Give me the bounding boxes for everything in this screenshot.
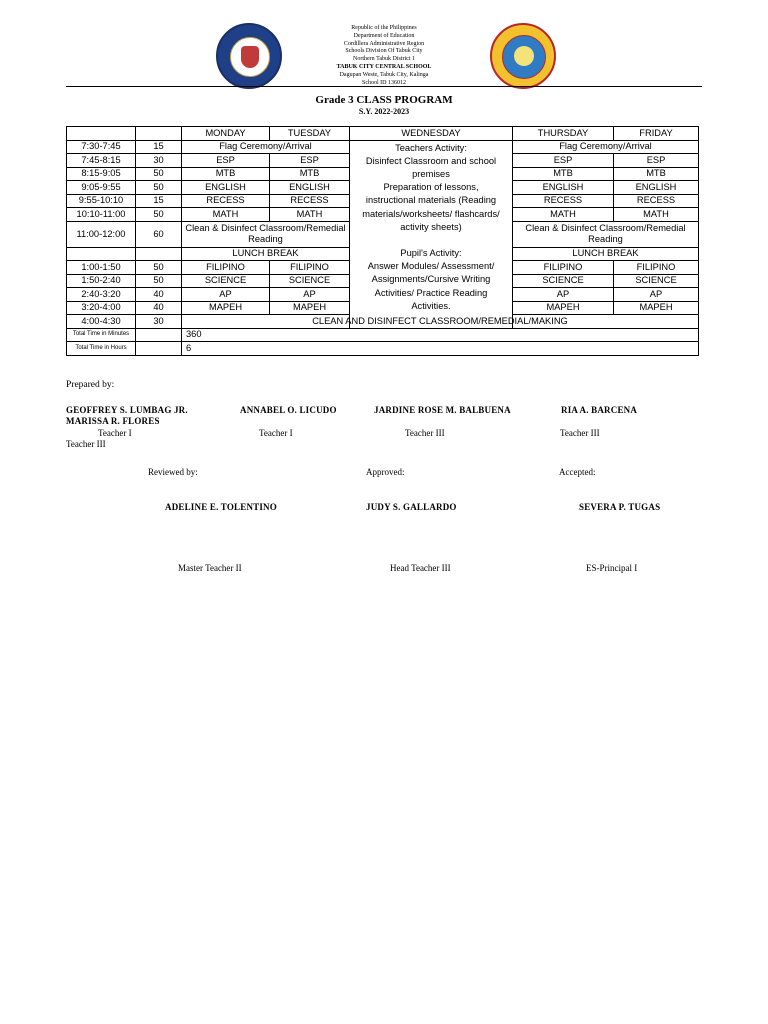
wed-line: Assignments/Cursive Writing — [371, 274, 491, 285]
subject-cell: MAPEH — [614, 301, 699, 315]
letterhead-line: Republic of the Philippines — [351, 25, 417, 31]
wed-line: premises — [412, 168, 450, 179]
wed-line: Activities. — [411, 300, 451, 311]
activity-cell: Clean & Disinfect Classroom/Remedial Reading — [513, 221, 699, 247]
subject-cell: FILIPINO — [270, 261, 350, 275]
table-row — [67, 140, 699, 154]
activity-cell: CLEAN AND DISINFECT CLASSROOM/REMEDIAL/MAKING — [182, 315, 699, 329]
subject-cell: ESP — [513, 154, 614, 168]
wed-line: activity sheets) — [400, 221, 462, 232]
table-row — [67, 315, 699, 329]
subject-cell: FILIPINO — [614, 261, 699, 275]
minutes-cell: 40 — [136, 288, 182, 302]
preparer-name: RIA A. BARCENA — [561, 405, 638, 415]
subject-cell: MATH — [270, 208, 350, 222]
table-row — [67, 328, 699, 342]
approver-position: Head Teacher III — [390, 563, 451, 573]
subject-cell: AP — [614, 288, 699, 302]
table-cell — [67, 127, 136, 141]
wed-line: instructional materials (Reading — [365, 195, 497, 206]
letterhead-line: Northern Tabuk District 1 — [353, 56, 415, 63]
accepted-label: Accepted: — [559, 467, 596, 477]
subject-cell: ENGLISH — [270, 181, 350, 195]
minutes-cell: 30 — [136, 154, 182, 168]
time-cell: 9:55-10:10 — [67, 194, 136, 208]
subject-cell: MATH — [182, 208, 270, 222]
preparer-name: MARISSA R. FLORES — [66, 416, 160, 426]
letterhead-line: Department of Education — [353, 32, 415, 39]
school-year: S.Y. 2022-2023 — [358, 107, 410, 116]
wed-line: materials/worksheets/ flashcards/ — [362, 208, 500, 219]
subject-cell: RECESS — [614, 194, 699, 208]
reviewer-name: ADELINE E. TOLENTINO — [165, 502, 277, 512]
subject-cell: MTB — [614, 167, 699, 181]
lunch-break-cell: LUNCH BREAK — [182, 247, 350, 261]
subject-cell: SCIENCE — [270, 274, 350, 288]
wed-line: Pupil's Activity: — [400, 247, 462, 258]
preparer-position: Teacher III — [405, 428, 445, 438]
subject-cell: MATH — [614, 208, 699, 222]
reviewed-by-label: Reviewed by: — [148, 467, 198, 477]
total-minutes-value: 360 — [182, 328, 699, 342]
subject-cell: MTB — [182, 167, 270, 181]
table-row — [67, 342, 699, 356]
table-cell — [136, 127, 182, 141]
minutes-cell: 15 — [136, 194, 182, 208]
subject-cell: AP — [513, 288, 614, 302]
approved-label: Approved: — [366, 467, 405, 477]
subject-cell: AP — [182, 288, 270, 302]
reviewer-position: Master Teacher II — [178, 563, 242, 573]
minutes-cell: 50 — [136, 181, 182, 195]
acceptor-name: SEVERA P. TUGAS — [579, 502, 661, 512]
lunch-break-cell: LUNCH BREAK — [513, 247, 699, 261]
subject-cell: RECESS — [182, 194, 270, 208]
minutes-cell: 50 — [136, 261, 182, 275]
wed-line — [352, 234, 510, 247]
letterhead-line: Dagupan Weste, Tabuk City, Kalinga — [339, 71, 429, 78]
wed-line: Activities/ Practice Reading — [374, 287, 488, 298]
table-cell — [136, 328, 182, 342]
total-hours-label: Total Time in Hours — [67, 342, 136, 356]
subject-cell: ESP — [270, 154, 350, 168]
minutes-cell: 40 — [136, 301, 182, 315]
subject-cell: SCIENCE — [614, 274, 699, 288]
subject-cell: MTB — [513, 167, 614, 181]
time-cell: 2:40-3:20 — [67, 288, 136, 302]
time-cell — [67, 247, 136, 261]
deped-seal-logo — [216, 23, 282, 89]
time-cell: 7:45-8:15 — [67, 154, 136, 168]
day-header: WEDNESDAY — [350, 127, 513, 141]
total-hours-value: 6 — [182, 342, 699, 356]
subject-cell: ENGLISH — [513, 181, 614, 195]
activity-cell: Flag Ceremony/Arrival — [513, 140, 699, 154]
table-header-row — [67, 127, 699, 141]
total-minutes-label: Total Time in Minutes — [67, 328, 136, 342]
prepared-by-label: Prepared by: — [66, 380, 115, 390]
acceptor-position: ES-Principal I — [586, 563, 638, 573]
wed-line: Teachers Activity: — [395, 142, 467, 153]
letterhead-line: School ID 136012 — [362, 79, 406, 86]
time-cell: 1:50-2:40 — [67, 274, 136, 288]
time-cell: 10:10-11:00 — [67, 208, 136, 222]
class-program-table — [66, 126, 699, 356]
page-title: Grade 3 CLASS PROGRAM — [315, 94, 453, 106]
minutes-cell: 60 — [136, 221, 182, 247]
preparer-position: Teacher III — [560, 428, 600, 438]
subject-cell: ENGLISH — [614, 181, 699, 195]
subject-cell: SCIENCE — [513, 274, 614, 288]
wed-line: Answer Modules/ Assessment/ — [367, 261, 495, 272]
wednesday-activities — [350, 140, 513, 328]
preparer-name: JARDINE ROSE M. BALBUENA — [374, 405, 511, 415]
minutes-cell: 15 — [136, 140, 182, 154]
letterhead-line: Cordillera Administrative Region — [343, 40, 425, 47]
letterhead-school-name: TABUK CITY CENTRAL SCHOOL — [336, 63, 432, 70]
subject-cell: RECESS — [513, 194, 614, 208]
subject-cell: SCIENCE — [182, 274, 270, 288]
subject-cell: RECESS — [270, 194, 350, 208]
time-cell: 3:20-4:00 — [67, 301, 136, 315]
time-cell: 7:30-7:45 — [67, 140, 136, 154]
subject-cell: ESP — [182, 154, 270, 168]
minutes-cell: 50 — [136, 208, 182, 222]
table-cell — [136, 342, 182, 356]
time-cell: 11:00-12:00 — [67, 221, 136, 247]
subject-cell: MTB — [270, 167, 350, 181]
day-header: MONDAY — [182, 127, 270, 141]
day-header: FRIDAY — [614, 127, 699, 141]
letterhead-line: Schools Division Of Tabuk City — [345, 48, 423, 55]
subject-cell: FILIPINO — [513, 261, 614, 275]
approver-name: JUDY S. GALLARDO — [366, 502, 457, 512]
time-cell: 9:05-9:55 — [67, 181, 136, 195]
day-header: TUESDAY — [270, 127, 350, 141]
minutes-cell: 50 — [136, 274, 182, 288]
subject-cell: MAPEH — [513, 301, 614, 315]
subject-cell: ENGLISH — [182, 181, 270, 195]
subject-cell: MATH — [513, 208, 614, 222]
school-seal-logo — [490, 23, 556, 89]
minutes-cell: 50 — [136, 167, 182, 181]
subject-cell: ESP — [614, 154, 699, 168]
wed-line: Preparation of lessons, — [383, 182, 479, 193]
time-cell: 1:00-1:50 — [67, 261, 136, 275]
preparer-position: Teacher III — [66, 439, 106, 449]
subject-cell: MAPEH — [182, 301, 270, 315]
preparer-position: Teacher I — [98, 428, 132, 438]
header-divider — [66, 86, 702, 87]
preparer-name: GEOFFREY S. LUMBAG JR. — [66, 405, 188, 415]
activity-cell: Clean & Disinfect Classroom/Remedial Reading — [182, 221, 350, 247]
minutes-cell — [136, 247, 182, 261]
minutes-cell: 30 — [136, 315, 182, 329]
time-cell: 4:00-4:30 — [67, 315, 136, 329]
wed-line: Disinfect Classroom and school — [365, 155, 497, 166]
time-cell: 8:15-9:05 — [67, 167, 136, 181]
preparer-name: ANNABEL O. LICUDO — [240, 405, 337, 415]
subject-cell: FILIPINO — [182, 261, 270, 275]
day-header: THURSDAY — [513, 127, 614, 141]
preparer-position: Teacher I — [259, 428, 293, 438]
subject-cell: AP — [270, 288, 350, 302]
activity-cell: Flag Ceremony/Arrival — [182, 140, 350, 154]
subject-cell: MAPEH — [270, 301, 350, 315]
letterhead — [300, 25, 468, 87]
